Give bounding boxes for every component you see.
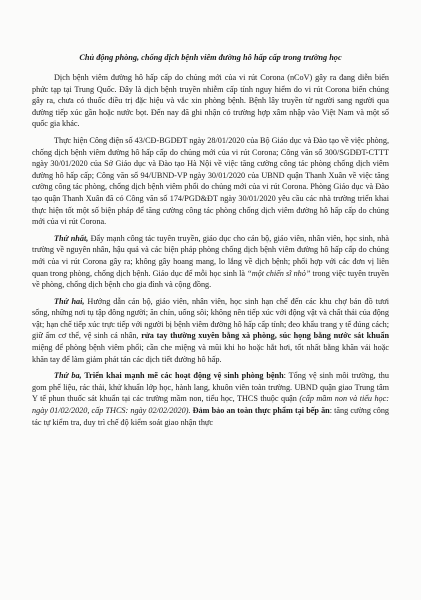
paragraph-second-measure xyxy=(32,296,389,366)
third-measure-text-2: : tăng cường công tác tự kiểm tra, duy trì chế độ kiểm soát giao nhận thực xyxy=(32,406,390,427)
first-measure-lead: Thứ nhất, xyxy=(54,233,89,243)
second-measure-emphasis: rửa tay thường xuyên bằng xà phòng, súc họng bằng nước sát khuẩn xyxy=(141,331,389,341)
first-measure-text-2: trong việc tuyên truyền về phòng, chống dịch bệnh cho gia đình và cộng đồng. xyxy=(32,268,389,290)
paragraph-intro: Dịch bệnh viêm đường hô hấp cấp do chủng mới của vi rút Corona (nCoV) gây ra đang diễn biến phức tạp tại Trung Quốc. Đây là dịch bệnh truyền nhiễm cấp tính nguy hiểm do vi rút Corona biến chủng gây ra, chưa có thuốc điều trị đặc hiệu và vắc xin phòng bệnh. Bệnh lây truyền từ người sang người qua đường tiếp xúc gần hoặc nước bọt. Đến nay đã ghi nhận có trường hợp xâm nhập vào Việt Nam và một số quốc gia khác. xyxy=(32,73,389,129)
third-measure-text-1: : Tổng vệ sinh môi trường, thu gom phế liệu, rác thải, khử khuẩn lớp học, hành lang, khuôn viên toàn trường. UBND quận giao Trung tâm Y tế phun thuốc sát khuẩn tại các trường mầm non, tiểu học, THCS thuộc quận xyxy=(32,371,389,404)
third-measure-food-safety: Đảm bảo an toàn thực phẩm tại bếp ăn xyxy=(190,406,330,416)
third-measure-schedule: (cấp mầm non và tiểu học: ngày 01/02/2020, cấp THCS: ngày 02/02/2020). xyxy=(32,394,389,416)
first-measure-quote: “một chiến sĩ nhỏ” xyxy=(247,268,311,278)
first-measure-text-1: Đẩy mạnh công tác tuyên truyền, giáo dục cho cán bộ, giáo viên, nhân viên, học sinh, nhà trường về nguyên nhân, hậu quả và các biện pháp phòng chống dịch bệnh viêm đường hô hấp cấp do chủng mới của vi rút Corona gây ra; không gây hoang mang, lo lắng về dịch bệnh; phối hợp với các đơn vị liên quan trong phòng, chống dịch bệnh. Giáo dục để mỗi học sinh là xyxy=(32,233,389,278)
third-measure-lead: Thứ ba, xyxy=(54,371,82,381)
paragraph-third-measure xyxy=(32,370,389,428)
second-measure-lead: Thứ hai, xyxy=(54,296,85,306)
second-measure-text-1: Hướng dẫn cán bộ, giáo viên, nhân viên, học sinh hạn chế đến các khu chợ bán đồ tươi sống, những nơi tụ tập đông người; ăn chín, uống sôi; không nên tiếp xúc với động vật và chất thải của động vật; hạn chế tiếp xúc trực tiếp với người bị bệnh viêm đường hô hấp cấp tính; đeo khẩu trang y tế đúng cách; giữ ấm cơ thể, vệ sinh cá nhân, xyxy=(32,296,390,341)
document-title: Chủ động phòng, chống dịch bệnh viêm đường hô hấp cấp trong trường học xyxy=(79,53,342,62)
third-measure-heading: Triển khai mạnh mẽ các hoạt động vệ sinh phòng bệnh xyxy=(81,371,284,381)
paragraph-first-measure xyxy=(32,233,389,291)
paragraph-directives: Thực hiện Công điện số 43/CĐ-BGDĐT ngày 28/01/2020 của Bộ Giáo dục và Đào tạo về việc phòng, chống dịch bệnh viêm đường hô hấp cấp do chủng mới của vi rút Corona; Công văn số 300/SGDĐT-CTTT ngày 30/01/2020 của Sở Giáo dục và Đào tạo Hà Nội về việc tăng cường công tác phòng chống dịch viêm đường hô hấp cấp; Công văn số 94/UBND-VP ngày 30/01/2020 của UBND quận Thanh Xuân về việc tăng cường công tác phòng, chống dịch bệnh viêm phổi do chủng mới của vi rút Corona. Phòng Giáo dục và Đào tạo quận Thanh Xuân đã có Công văn số 174/PGD&ĐT ngày 30/01/2020 yêu cầu các nhà trường triển khai thực hiện tốt một số biện pháp để tăng cường công tác phòng chống dịch viêm đường hô hấp cấp do chủng mới của vi rút Corona. xyxy=(32,135,389,227)
second-measure-text-2: miệng để phòng bệnh viêm phổi; cần che miệng và mũi khi ho hoặc hắt hơi, tốt nhất bằng khăn vải hoặc khăn tay để làm giảm phát tán các dịch tiết đường hô hấp. xyxy=(32,343,389,364)
